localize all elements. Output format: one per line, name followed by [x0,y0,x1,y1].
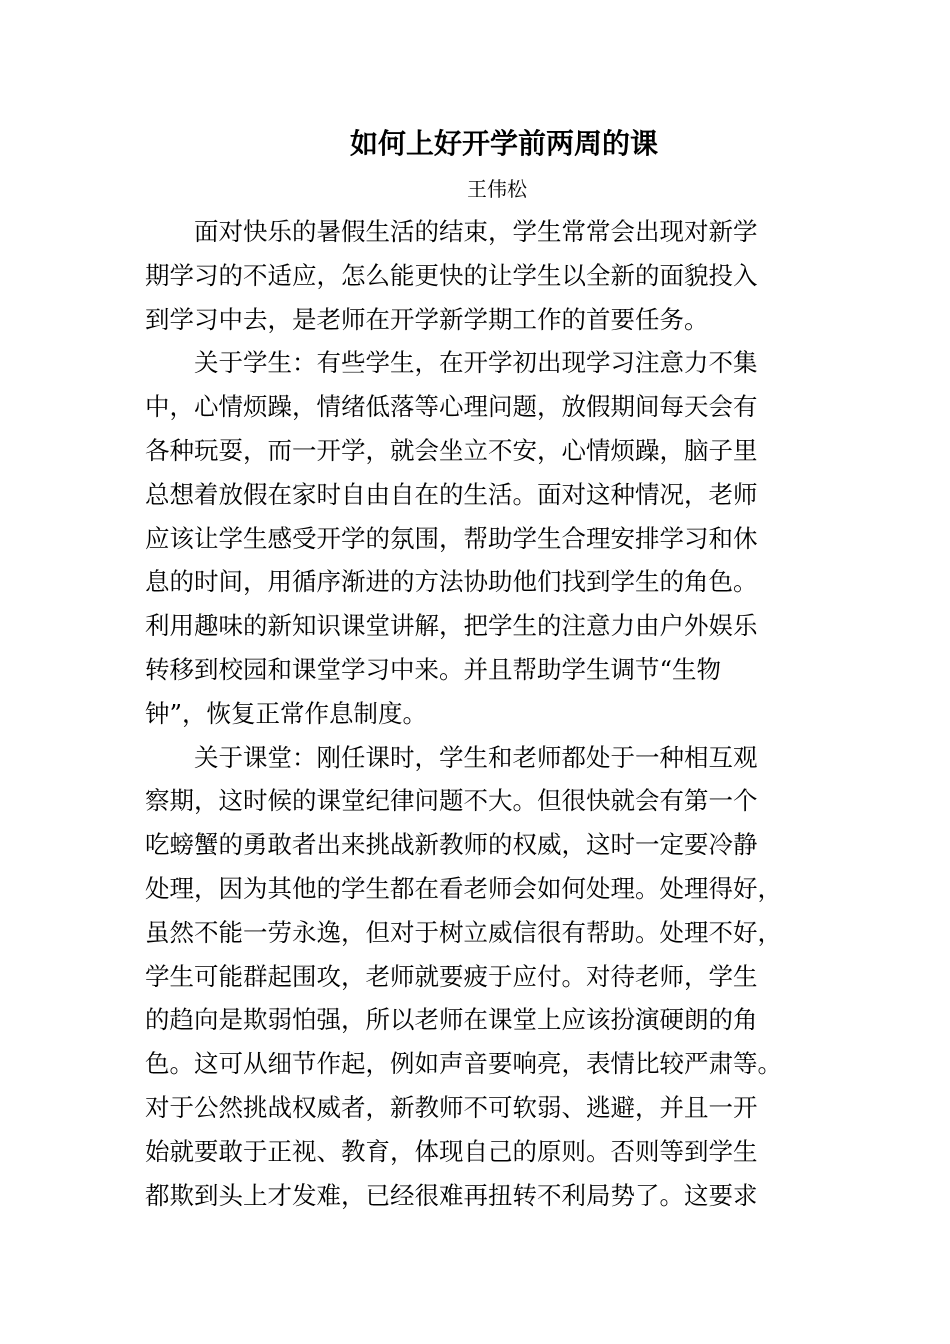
paragraph-line: 中，心情烦躁，情绪低落等心理问题，放假期间每天会有 [145,392,758,422]
paragraph-line: 处理，因为其他的学生都在看老师会如何处理。处理得好， [145,873,782,903]
paragraph-line: 转移到校园和课堂学习中来。并且帮助学生调节“生物 [145,654,722,684]
paragraph-line: 总想着放假在家时自由自在的生活。面对这种情况，老师 [145,479,758,509]
paragraph-line: 关于学生：有些学生，在开学初出现学习注意力不集 [194,348,758,378]
paragraph-line: 吃螃蟹的勇敢者出来挑战新教师的权威，这时一定要冷静 [145,830,758,860]
paragraph-line: 利用趣味的新知识课堂讲解，把学生的注意力由户外娱乐 [145,611,758,641]
paragraph-line: 察期，这时候的课堂纪律问题不大。但很快就会有第一个 [145,786,758,816]
paragraph-line: 息的时间，用循序渐进的方法协助他们找到学生的角色。 [145,567,758,597]
paragraph-line: 各种玩耍，而一开学，就会坐立不安，心情烦躁，脑子里 [145,435,758,465]
paragraph-line: 期学习的不适应，怎么能更快的让学生以全新的面貌投入 [145,260,758,290]
paragraph-3 [145,736,805,1218]
paragraph-line: 学生可能群起围攻，老师就要疲于应付。对待老师，学生 [145,961,758,991]
document-author: 王伟松 [467,177,527,201]
document-body [145,210,805,1217]
paragraph-line: 到学习中去，是老师在开学新学期工作的首要任务。 [145,304,709,334]
paragraph-2 [145,341,805,735]
paragraph-line: 都欺到头上才发难，已经很难再扭转不利局势了。这要求 [145,1180,758,1210]
paragraph-line: 关于课堂：刚任课时，学生和老师都处于一种相互观 [194,742,758,772]
paragraph-line: 面对快乐的暑假生活的结束，学生常常会出现对新学 [194,217,758,246]
paragraph-line: 色。这可从细节作起，例如声音要响亮，表情比较严肃等。 [145,1049,782,1079]
paragraph-line: 应该让学生感受开学的氛围，帮助学生合理安排学习和休 [145,523,758,553]
paragraph-line: 对于公然挑战权威者，新教师不可软弱、逃避，并且一开 [145,1092,758,1122]
document-title: 如何上好开学前两周的课 [349,127,658,160]
paragraph-line: 的趋向是欺弱怕强，所以老师在课堂上应该扮演硬朗的角 [145,1005,758,1035]
paragraph-line: 虽然不能一劳永逸，但对于树立威信很有帮助。处理不好， [145,917,782,947]
paragraph-line: 始就要敢于正视、教育，体现自己的原则。否则等到学生 [145,1136,758,1166]
paragraph-1 [145,210,805,341]
paragraph-line: 钟”，恢复正常作息制度。 [145,698,428,728]
